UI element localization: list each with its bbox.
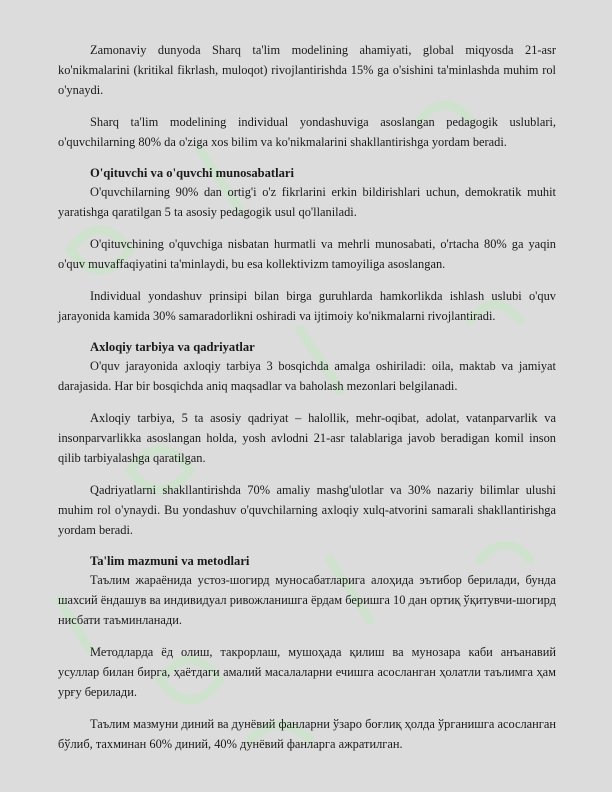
section-paragraph: Таълим мазмуни диний ва дунёвий фанларни ўзаро боғлиқ ҳолда ўрганишга асосланган бўлиб, тахминан 60% диний, 40% дунёвий фанларга ажратилган.: [58, 717, 556, 751]
section-heading: O'qituvchi va o'quvchi munosabatlari: [90, 166, 294, 180]
section-paragraph: O'qituvchining o'quvchiga nisbatan hurmatli va mehrli munosabati, o'rtacha 80% ga yaqin o'quv muvaffaqiyatini ta'minlaydi, bu esa kollektivizm tamoyiliga asoslangan.: [58, 237, 556, 271]
section-heading: Axloqiy tarbiya va qadriyatlar: [90, 340, 255, 354]
section-paragraph: Qadriyatlarni shakllantirishda 70% amaliy mashg'ulotlar va 30% nazariy bilimlar ulushi muhim rol o'ynaydi. Bu yondashuv o'quvchilarning axloqiy xulq-atvorini samarali shakllantirishga yordam beradi.: [58, 483, 556, 537]
section-paragraph: Методларда ёд олиш, такрорлаш, мушоҳада қилиш ва мунозара каби анъанавий усуллар билан бирга, ҳаётдаги амалий масалаларни ечишга асосланган ҳолатли таълимга ҳам урғу берилади.: [58, 645, 556, 699]
section-paragraph: Таълим жараёнида устоз-шогирд муносабатларига алоҳида эътибор берилади, бунда шахсий ёндашув ва индивидуал ривожланишга ёрдам беришга 10 дан ортиқ ўқитувчи-шогирд нисбати таъминланади.: [58, 573, 556, 627]
section-teacher-student: [58, 164, 556, 326]
section-moral-education: [58, 338, 556, 540]
section-paragraph: O'quv jarayonida axloqiy tarbiya 3 bosqichda amalga oshiriladi: oila, maktab va jamiyat darajasida. Har bir bosqichda aniq maqsadlar va baholash mezonlari belgilanadi.: [58, 359, 556, 393]
section-heading: Ta'lim mazmuni va metodlari: [90, 554, 250, 568]
section-paragraph: Axloqiy tarbiya, 5 ta asosiy qadriyat – halollik, mehr-oqibat, adolat, vatanparvarlik va insonparvarlikka asoslangan holda, yosh avlodni 21-asr talablariga javob beradigan komil inson qilib tarbiyalashga qaratilgan.: [58, 411, 556, 465]
intro-paragraph-1: Zamonaviy dunyoda Sharq ta'lim modelining ahamiyati, global miqyosda 21-asr ko'nikmalarini (kritikal fikrlash, muloqot) rivojlantirishda 15% ga o'sishini ta'minlashda muhim rol o'ynaydi.: [58, 43, 556, 97]
intro-paragraph-2: Sharq ta'lim modelining individual yondashuviga asoslangan pedagogik uslublari, o'quvchilarning 80% da o'ziga xos bilim va ko'nikmalarini shakllantirishga yordam beradi.: [58, 115, 556, 149]
section-paragraph: O'quvchilarning 90% dan ortig'i o'z fikrlarini erkin bildirishlari uchun, demokratik muhit yaratishga qaratilgan 5 ta asosiy pedagogik usul qo'llaniladi.: [58, 185, 556, 219]
document-body: [58, 40, 556, 754]
section-content-methods: [58, 552, 556, 754]
section-paragraph: Individual yondashuv prinsipi bilan birga guruhlarda hamkorlikda ishlash uslubi o'quv jarayonida kamida 30% samaradorlikni oshiradi va ijtimoiy ko'nikmalarni rivojlantiradi.: [58, 289, 556, 323]
